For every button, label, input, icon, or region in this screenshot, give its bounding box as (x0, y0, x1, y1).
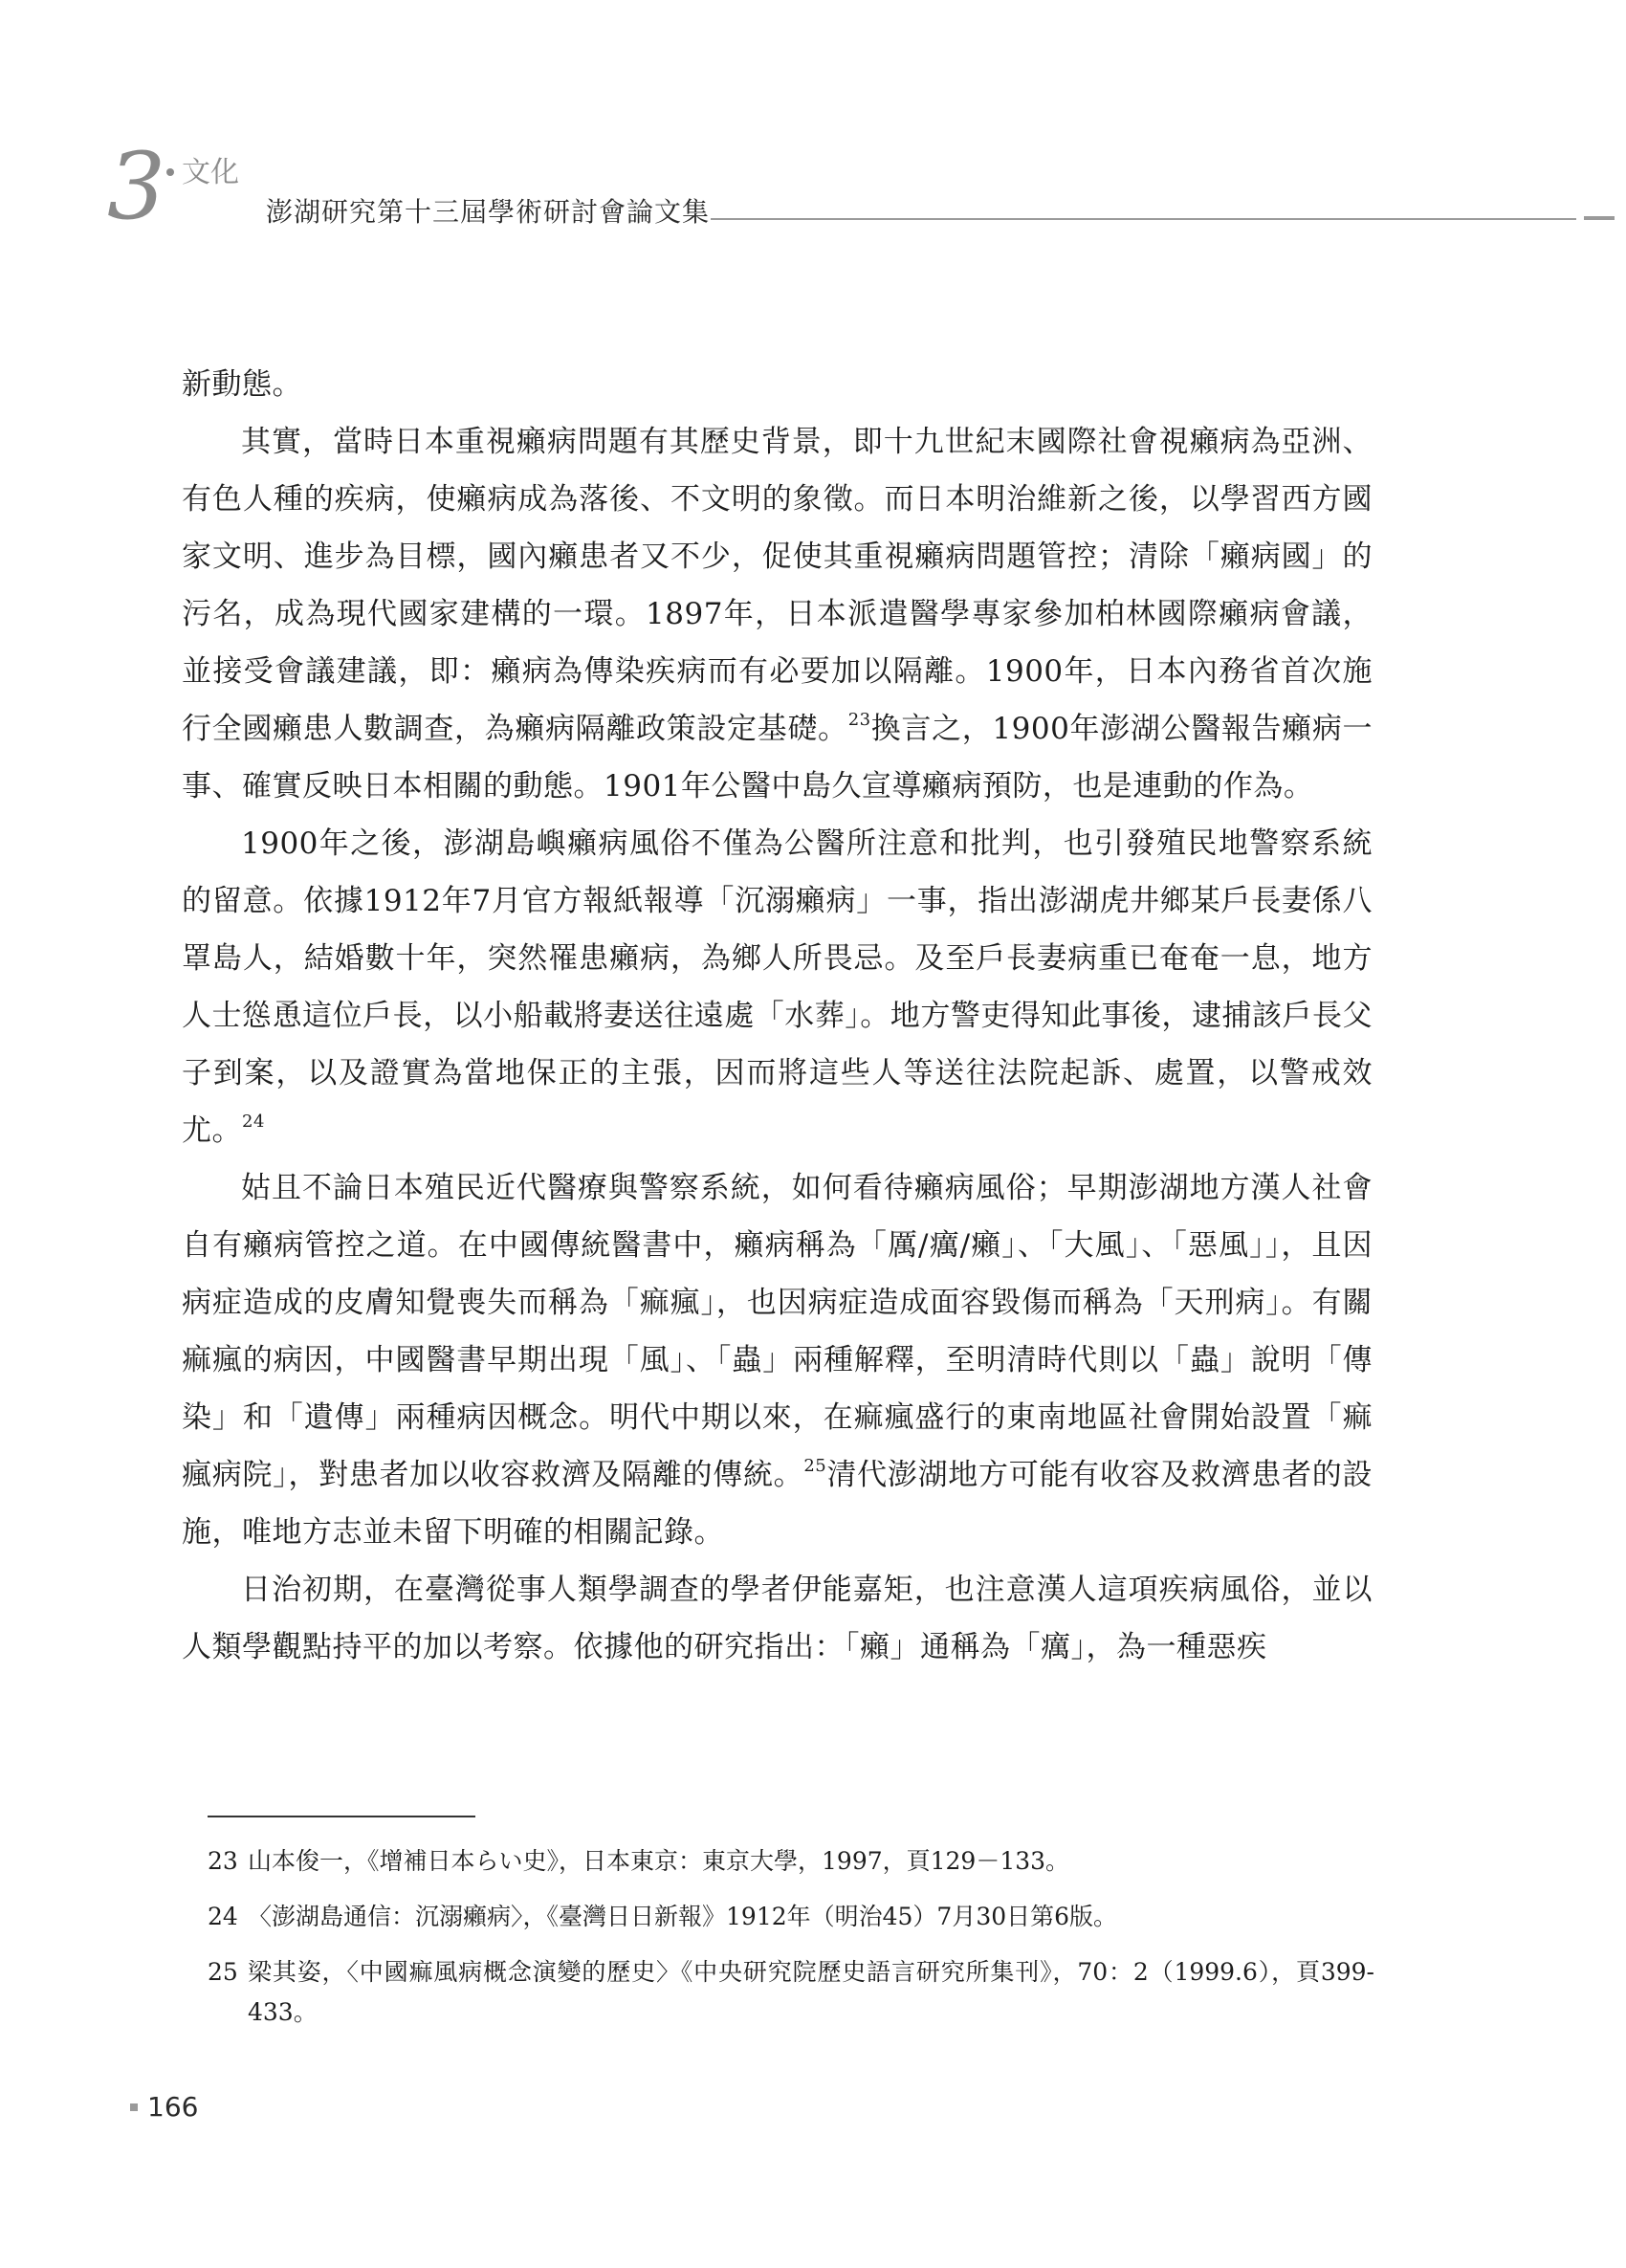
paragraph-text: 姑且不論日本殖民近代醫療與警察系統，如何看待癩病風俗；早期澎湖地方漢人社會自有癩病管控之道。在中國傳統醫書中，癩病稱為「厲/癘/癩」、「大風」、「惡風」」，且因病症造成的皮膚知覺喪失而稱為「痲瘋」，也因病症造成面容毀傷而稱為「天刑病」。有關痲瘋的病因，中國醫書早期出現「風」、「蟲」兩種解釋，至明清時代則以「蟲」說明「傳染」和「遺傳」兩種病因概念。明代中期以來，在痲瘋盛行的東南地區社會開始設置「痲瘋病院」，對患者加以收容救濟及隔離的傳統。 (182, 1171, 1373, 1492)
footnote-number: 25 (208, 1958, 238, 1986)
footnote-number: 23 (208, 1847, 238, 1875)
footnote-23 (208, 1841, 1374, 1882)
footnote-text: 山本俊一，《增補日本らい史》，日本東京：東京大學，1997，頁129－133。 (248, 1847, 1070, 1875)
conference-logo (103, 134, 266, 230)
paragraph-2 (182, 413, 1373, 815)
paragraph-text: 1900年之後，澎湖島嶼癩病風俗不僅為公醫所注意和批判，也引發殖民地警察系統的留意。依據1912年7月官方報紙報導「沉溺癩病」一事，指出澎湖虎井鄉某戶長妻係八罩島人，結婚數十年，突然罹患癩病，為鄉人所畏忌。及至戶長妻病重已奄奄一息，地方人士慫恿這位戶長，以小船載將妻送往遠處「水葬」。地方警吏得知此事後，逮捕該戶長父子到案，以及證實為當地保正的主張，因而將這些人等送往法院起訴、處置，以警戒效尤。 (182, 826, 1373, 1148)
page-number-text: 166 (147, 2091, 199, 2123)
paragraph-text: 日治初期，在臺灣從事人類學調查的學者伊能嘉矩，也注意漢人這項疾病風俗，並以人類學觀點持平的加以考察。依據他的研究指出：「癩」通稱為「癘」，為一種惡疾 (182, 1573, 1373, 1664)
footnote-25 (208, 1952, 1374, 2033)
footnote-separator (208, 1816, 475, 1817)
page-bullet-icon (130, 2103, 138, 2111)
running-header (103, 134, 1576, 230)
footnote-24 (208, 1897, 1374, 1937)
footnotes (208, 1841, 1374, 2048)
header-rule (711, 218, 1576, 220)
logo-text: 文化 (182, 156, 239, 189)
paragraph-text: 換言之，1900年澎湖公醫報告癩病一事、確實反映日本相關的動態。1901年公醫中島久宣導癩病預防，也是連動的作為。 (182, 712, 1373, 804)
footnote-text: 梁其姿，〈中國痲風病概念演變的歷史〉《中央研究院歷史語言研究所集刊》，70：2（1999.6），頁399-433。 (248, 1958, 1374, 2026)
footnote-ref-25[interactable]: 25 (803, 1456, 827, 1476)
series-title: 澎湖研究第十三屆學術研討會論文集 (266, 196, 711, 228)
body-text (182, 356, 1373, 1676)
footnote-ref-24[interactable]: 24 (242, 1112, 265, 1132)
page-number (130, 2091, 198, 2123)
footnote-ref-23[interactable]: 23 (847, 710, 871, 730)
paragraph-5 (182, 1561, 1373, 1676)
paragraph-1 (182, 356, 1373, 413)
paragraph-text: 新動態。 (182, 367, 302, 402)
footnote-number: 24 (208, 1903, 238, 1930)
footnote-text: 〈澎湖島通信：沉溺癩病〉，《臺灣日日新報》1912年（明治45）7月30日第6版。 (248, 1903, 1118, 1930)
paragraph-text: 其實，當時日本重視癩病問題有其歷史背景，即十九世紀末國際社會視癩病為亞洲、有色人種的疾病，使癩病成為落後、不文明的象徵。而日本明治維新之後，以學習西方國家文明、進步為目標，國內癩患者又不少，促使其重視癩病問題管控；清除「癩病國」的污名，成為現代國家建構的一環。1897年，日本派遣醫學專家參加柏林國際癩病會議，並接受會議建議，即：癩病為傳染疾病而有必要加以隔離。1900年，日本內務省首次施行全國癩患人數調查，為癩病隔離政策設定基礎。 (182, 425, 1373, 746)
header-rule-end (1584, 216, 1615, 220)
paragraph-4 (182, 1159, 1373, 1561)
paragraph-3 (182, 815, 1373, 1159)
logo-numeral: 3 (107, 134, 166, 230)
paragraph-text: 清代澎湖地方可能有收容及救濟患者的設施，唯地方志並未留下明確的相關記錄。 (182, 1458, 1373, 1550)
